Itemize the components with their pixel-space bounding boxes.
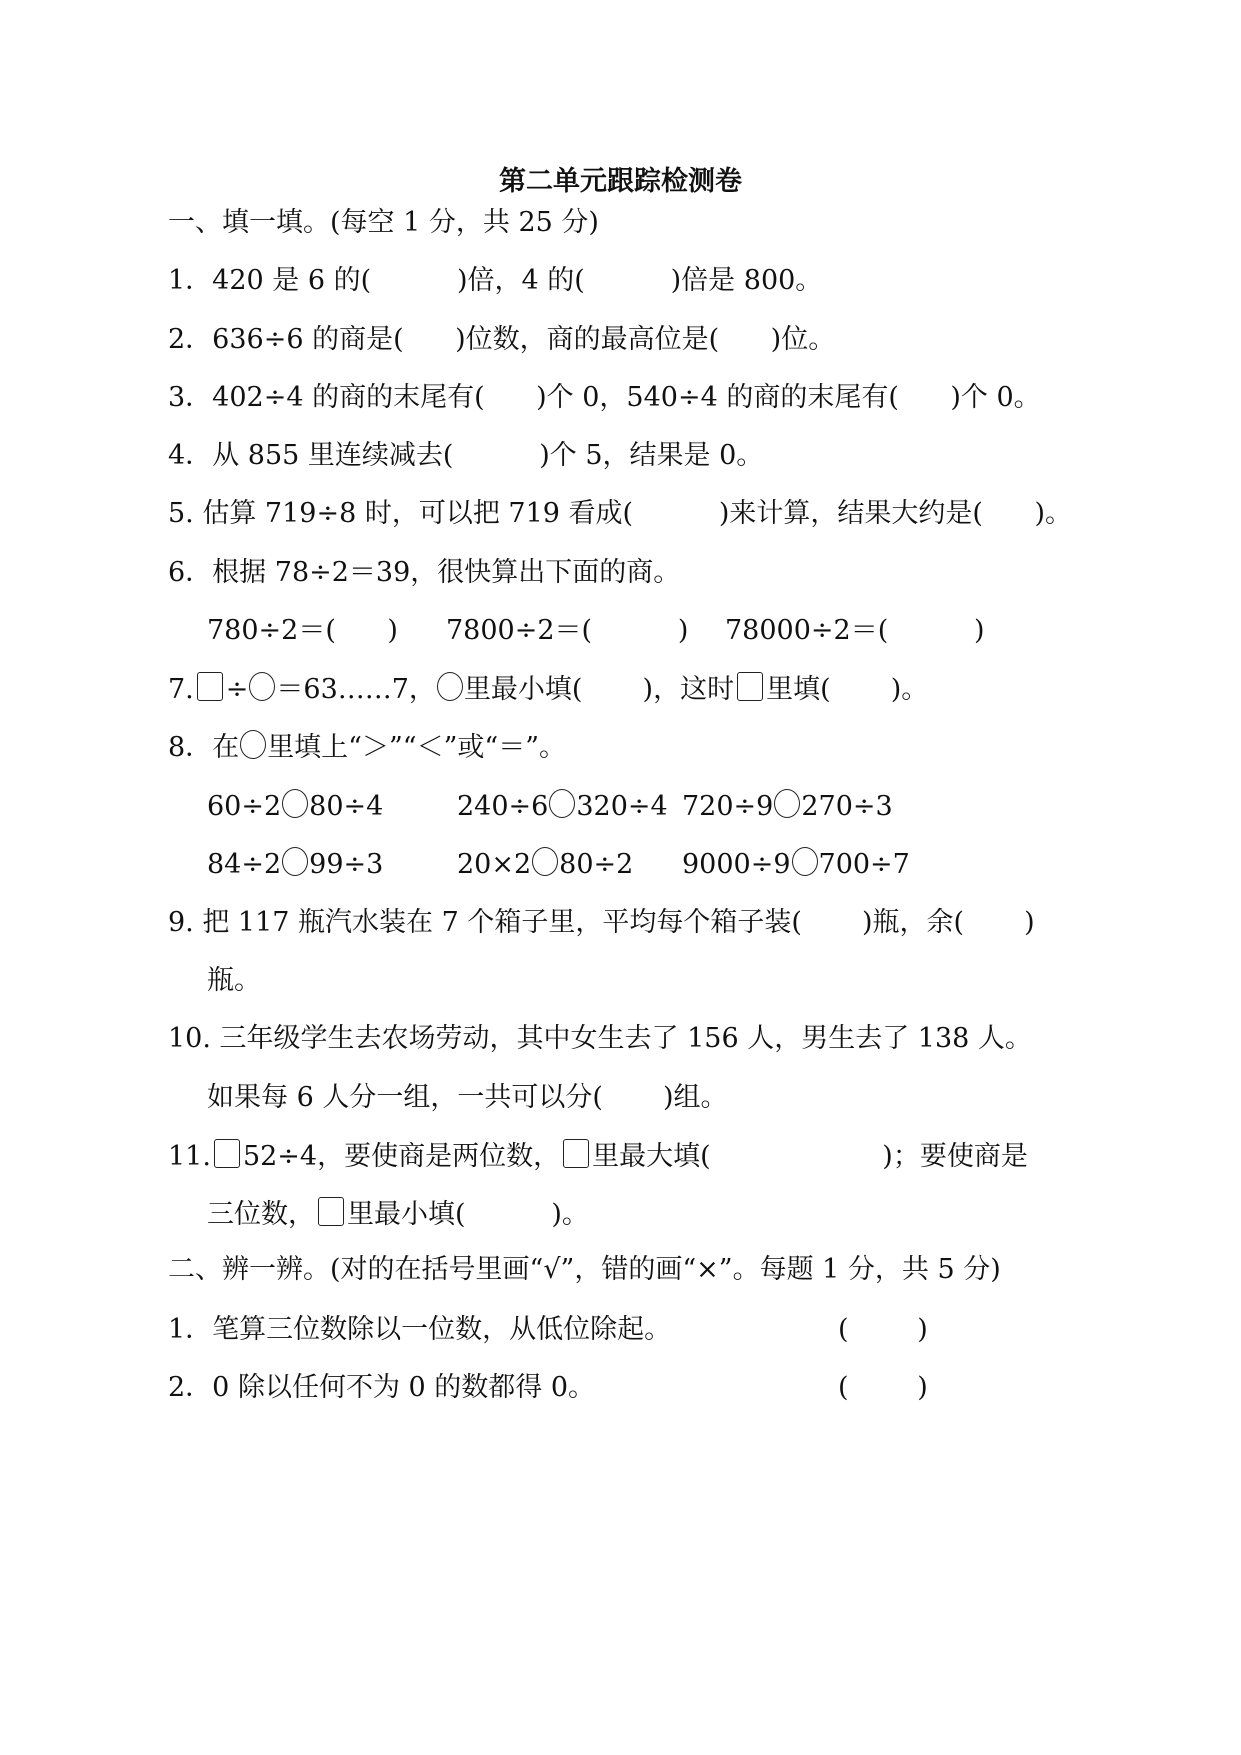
question-2: 2．636÷6 的商是( )位数，商的最高位是( )位。 xyxy=(168,324,836,355)
compare-left: 720÷9 xyxy=(682,791,774,822)
question-5: 5. 估算 719÷8 时，可以把 719 看成( )来计算，结果大约是( )。 xyxy=(168,498,1072,529)
question-7-end: 里填( )。 xyxy=(766,674,929,705)
square-blank-icon xyxy=(318,1197,344,1226)
judge-item-2: 2．0 除以任何不为 0 的数都得 0。 xyxy=(168,1372,596,1403)
compare-right: 270÷3 xyxy=(801,791,893,822)
question-7 xyxy=(168,672,928,708)
question-6-part-a: 780÷2＝( ) xyxy=(207,615,398,646)
question-3: 3．402÷4 的商的末尾有( )个 0，540÷4 的商的末尾有( )个 0。 xyxy=(168,382,1041,413)
question-6: 6．根据 78÷2＝39，很快算出下面的商。 xyxy=(168,557,681,588)
question-7-middle: 里最小填( )，这时 xyxy=(463,674,735,705)
question-6-part-c: 78000÷2＝( ) xyxy=(725,615,985,646)
circle-blank-icon xyxy=(240,730,266,759)
question-11-text-d: 里最小填( )。 xyxy=(347,1199,589,1230)
square-blank-icon xyxy=(737,672,763,701)
question-8-prefix: 8．在 xyxy=(168,732,240,763)
question-11-text-c: 三位数， xyxy=(207,1199,315,1230)
compare-left: 60÷2 xyxy=(207,791,282,822)
compare-item xyxy=(457,789,668,825)
compare-left: 9000÷9 xyxy=(682,849,791,880)
compare-item xyxy=(682,789,893,825)
circle-blank-icon xyxy=(282,847,308,876)
question-11 xyxy=(168,1139,1028,1175)
compare-item xyxy=(682,847,910,883)
compare-right: 320÷4 xyxy=(576,791,668,822)
compare-item xyxy=(207,847,383,883)
circle-blank-icon xyxy=(532,847,558,876)
compare-left: 20×2 xyxy=(457,849,532,880)
question-11-text-b: 里最大填( )；要使商是 xyxy=(592,1141,1028,1172)
square-blank-icon xyxy=(197,672,223,701)
question-4: 4．从 855 里连续减去( )个 5，结果是 0。 xyxy=(168,440,764,471)
judge-item-1-answer-blank: ( ) xyxy=(838,1314,928,1345)
circle-blank-icon xyxy=(282,789,308,818)
compare-item xyxy=(457,847,633,883)
compare-right: 80÷2 xyxy=(559,849,634,880)
question-11-text-a: 52÷4，要使商是两位数， xyxy=(242,1141,561,1172)
question-9-cont: 瓶。 xyxy=(207,965,261,996)
section1-heading: 一、填一填。(每空 1 分，共 25 分) xyxy=(168,207,599,238)
question-11-number: 11. xyxy=(168,1141,211,1172)
question-7-number: 7. xyxy=(168,674,194,705)
circle-blank-icon xyxy=(792,847,818,876)
question-10: 10. 三年级学生去农场劳动，其中女生去了 156 人，男生去了 138 人。 xyxy=(168,1023,1032,1054)
square-blank-icon xyxy=(563,1139,589,1168)
question-10-cont: 如果每 6 人分一组，一共可以分( )组。 xyxy=(207,1082,728,1113)
circle-blank-icon xyxy=(249,672,275,701)
circle-blank-icon xyxy=(437,672,463,701)
compare-item xyxy=(207,789,383,825)
section2-heading: 二、辨一辨。(对的在括号里画“√”，错的画“×”。每题 1 分，共 5 分) xyxy=(168,1254,1001,1285)
compare-left: 84÷2 xyxy=(207,849,282,880)
judge-item-2-answer-blank: ( ) xyxy=(838,1372,928,1403)
compare-right: 99÷3 xyxy=(309,849,384,880)
question-7-divide: ÷ xyxy=(225,674,249,705)
compare-right: 700÷7 xyxy=(818,849,910,880)
page-title: 第二单元跟踪检测卷 xyxy=(499,166,742,197)
question-6-part-b: 7800÷2＝( ) xyxy=(446,615,689,646)
compare-right: 80÷4 xyxy=(309,791,384,822)
compare-left: 240÷6 xyxy=(457,791,549,822)
question-7-equation: ＝63……7， xyxy=(276,674,436,705)
question-8-suffix: 里填上“＞”“＜”或“＝”。 xyxy=(267,732,567,763)
circle-blank-icon xyxy=(774,789,800,818)
circle-blank-icon xyxy=(549,789,575,818)
question-1: 1．420 是 6 的( )倍，4 的( )倍是 800。 xyxy=(168,265,823,296)
square-blank-icon xyxy=(214,1139,240,1168)
judge-item-1: 1．笔算三位数除以一位数，从低位除起。 xyxy=(168,1314,672,1345)
question-9: 9. 把 117 瓶汽水装在 7 个箱子里，平均每个箱子装( )瓶，余( ) xyxy=(168,907,1035,938)
question-11-cont xyxy=(207,1197,589,1233)
question-8 xyxy=(168,730,566,766)
